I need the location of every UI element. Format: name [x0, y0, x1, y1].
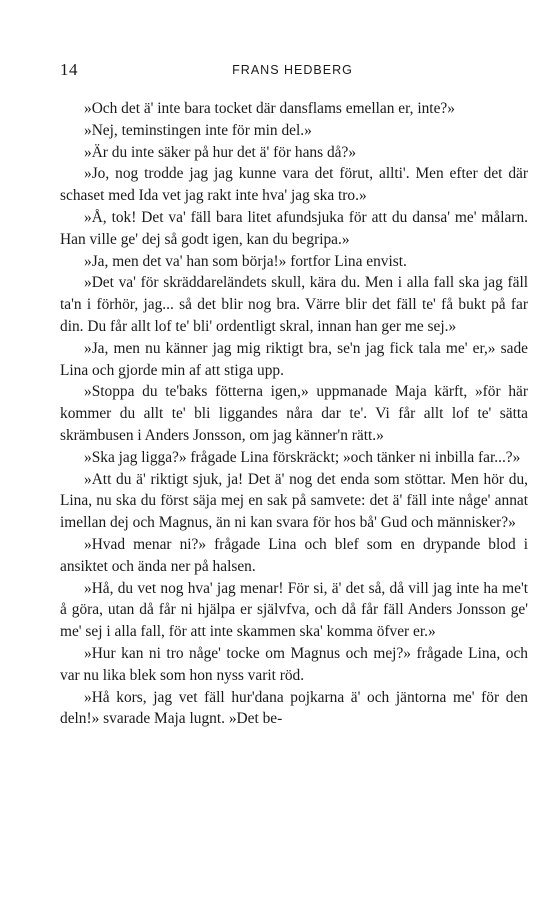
paragraph: »Ska jag ligga?» frågade Lina förskräckt; »och tänker ni inbilla far...?» [84, 448, 521, 466]
paragraph: »Ja, men nu känner jag mig riktigt bra, se'n jag fick tala me' er,» sade Lina och gjorde min af att stiga upp. [60, 339, 528, 379]
paragraph: »Och det ä' inte bara tocket där dansflams emellan er, inte?» [84, 100, 455, 117]
paragraph: »Å, tok! Det va' fäll bara litet afundsjuka för att du dansa' me' målarn. Han ville ge' dej så godt igen, kan du begripa.» [60, 208, 528, 248]
paragraph: »Att du ä' riktigt sjuk, ja! Det ä' nog det enda som stöttar. Men hör du, Lina, nu ska du först säja mej en sak på samvete: det ä' fäll inte någe' annat imellan dej och Magnus, än ni kan svara för hos bå' Gud och människer?» [60, 470, 528, 532]
paragraph: »Stoppa du te'baks fötterna igen,» uppmanade Maja kärft, »för här kommer du allt te' bli liggandes nåra dar te'. Vi får allt lof te' sätta skrämbusen i Anders Jonsson, om jag känner'n rätt.» [60, 383, 528, 444]
paragraph: »Hå, du vet nog hva' jag menar! För si, ä' det så, då vill jag inte ha me't å göra, utan då får ni hjälpa er självfva, och då får fäll Anders Jonsson ge' me' sej i alla fall, för att inte skammen ska' komma öfver er.» [60, 579, 528, 641]
paragraph: »Det va' för skräddareländets skull, kära du. Men i alla fall ska jag fäll ta'n i förhör, jag... så det blir nog bra. Värre blir det fäll te' få bukt på far din. Du får allt lof te' bli' ordentligt skral, innan han ger me sej.» [60, 274, 528, 335]
paragraph: »Jo, nog trodde jag jag kunne vara det förut, allti'. Men efter det där schaset med Ida vet jag rakt inte hva' jag ska tro.» [60, 165, 528, 205]
running-head [60, 60, 525, 80]
page-number: 14 [60, 60, 78, 79]
paragraph: »Hvad menar ni?» frågade Lina och blef som en drypande blod i ansiktet och ända ner på halsen. [60, 535, 528, 575]
paragraph: »Hå kors, jag vet fäll hur'dana pojkarna ä' och jäntorna me' för den deln!» svarade Maja lugnt. »Det be- [60, 688, 528, 728]
running-title: FRANS HEDBERG [232, 63, 353, 77]
paragraph: »Nej, teminstingen inte för min del.» [84, 121, 312, 139]
paragraph: »Ja, men det va' han som börja!» fortfor Lina envist. [84, 252, 407, 270]
body-text [60, 98, 528, 730]
paragraph: »Är du inte säker på hur det ä' för hans då?» [84, 143, 357, 161]
paragraph: »Hur kan ni tro någe' tocke om Magnus och mej?» frågade Lina, och var nu lika blek som hon nyss varit röd. [60, 644, 528, 684]
